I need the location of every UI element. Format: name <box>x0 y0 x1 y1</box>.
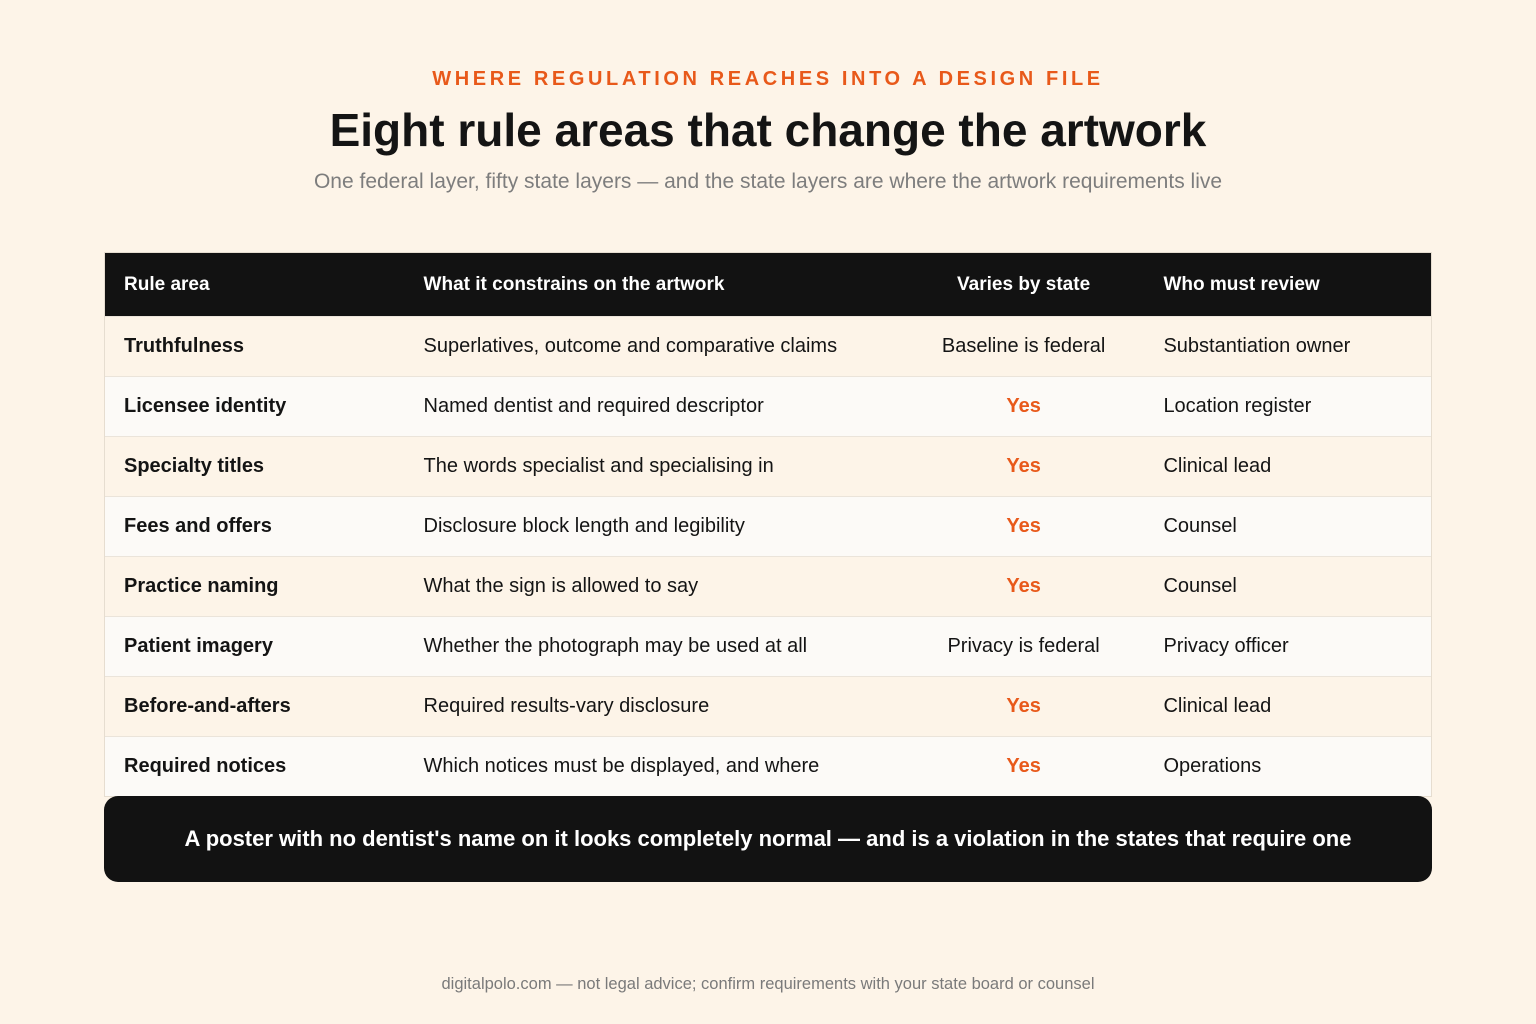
varies-cell: Baseline is federal <box>941 335 1106 357</box>
constraint-cell: What the sign is allowed to say <box>423 575 699 597</box>
callout-text: A poster with no dentist's name on it looks completely normal — and is a violation in the states that require one <box>184 826 1352 851</box>
varies-cell: Yes <box>1006 695 1041 717</box>
rule-area-cell: Specialty titles <box>124 455 265 477</box>
constraint-cell: Named dentist and required descriptor <box>423 395 764 417</box>
varies-cell: Yes <box>1006 515 1041 537</box>
header-rule-area: Rule area <box>124 273 210 295</box>
rule-area-cell: Fees and offers <box>124 515 272 537</box>
table-row <box>105 376 1431 436</box>
reviewer-cell: Operations <box>1163 755 1262 777</box>
header-constraint: What it constrains on the artwork <box>423 273 725 295</box>
reviewer-cell: Counsel <box>1163 575 1237 597</box>
rule-area-cell: Licensee identity <box>124 395 287 417</box>
table-row <box>105 436 1431 496</box>
table-row <box>105 556 1431 616</box>
reviewer-cell: Counsel <box>1163 515 1237 537</box>
footer-note: digitalpolo.com — not legal advice; confirm requirements with your state board or counsel <box>441 975 1095 993</box>
varies-cell: Yes <box>1006 755 1041 777</box>
constraint-cell: Superlatives, outcome and comparative claims <box>423 335 838 357</box>
reviewer-cell: Location register <box>1163 395 1312 417</box>
header-reviewer: Who must review <box>1163 273 1320 295</box>
table-row <box>105 676 1431 736</box>
table-row <box>105 616 1431 676</box>
table-row <box>105 736 1431 796</box>
eyebrow-label: WHERE REGULATION REACHES INTO A DESIGN FILE <box>432 68 1104 90</box>
table-row <box>105 496 1431 556</box>
reviewer-cell: Privacy officer <box>1163 635 1289 657</box>
reviewer-cell: Substantiation owner <box>1163 335 1351 357</box>
rule-area-cell: Required notices <box>124 755 287 777</box>
reviewer-cell: Clinical lead <box>1163 695 1272 717</box>
constraint-cell: Required results-vary disclosure <box>423 695 710 717</box>
header-varies-by-state: Varies by state <box>957 273 1091 295</box>
rule-area-cell: Practice naming <box>124 575 279 597</box>
rule-area-cell: Truthfulness <box>124 335 245 357</box>
constraint-cell: Disclosure block length and legibility <box>423 515 745 537</box>
varies-cell: Yes <box>1006 575 1041 597</box>
table-header-row <box>105 253 1431 316</box>
varies-cell: Privacy is federal <box>947 635 1100 657</box>
rules-table <box>104 252 1432 797</box>
varies-cell: Yes <box>1006 455 1041 477</box>
callout-banner <box>104 796 1432 882</box>
page-title: Eight rule areas that change the artwork <box>329 104 1207 156</box>
table-row <box>105 316 1431 376</box>
constraint-cell: Whether the photograph may be used at all <box>423 635 808 657</box>
reviewer-cell: Clinical lead <box>1163 455 1272 477</box>
constraint-cell: The words specialist and specialising in <box>423 455 774 477</box>
rule-area-cell: Before-and-afters <box>124 695 291 717</box>
varies-cell: Yes <box>1006 395 1041 417</box>
page-subtitle: One federal layer, fifty state layers — and the state layers are where the artwork requirements live <box>313 170 1223 193</box>
constraint-cell: Which notices must be displayed, and where <box>423 755 820 777</box>
rule-area-cell: Patient imagery <box>124 635 273 657</box>
